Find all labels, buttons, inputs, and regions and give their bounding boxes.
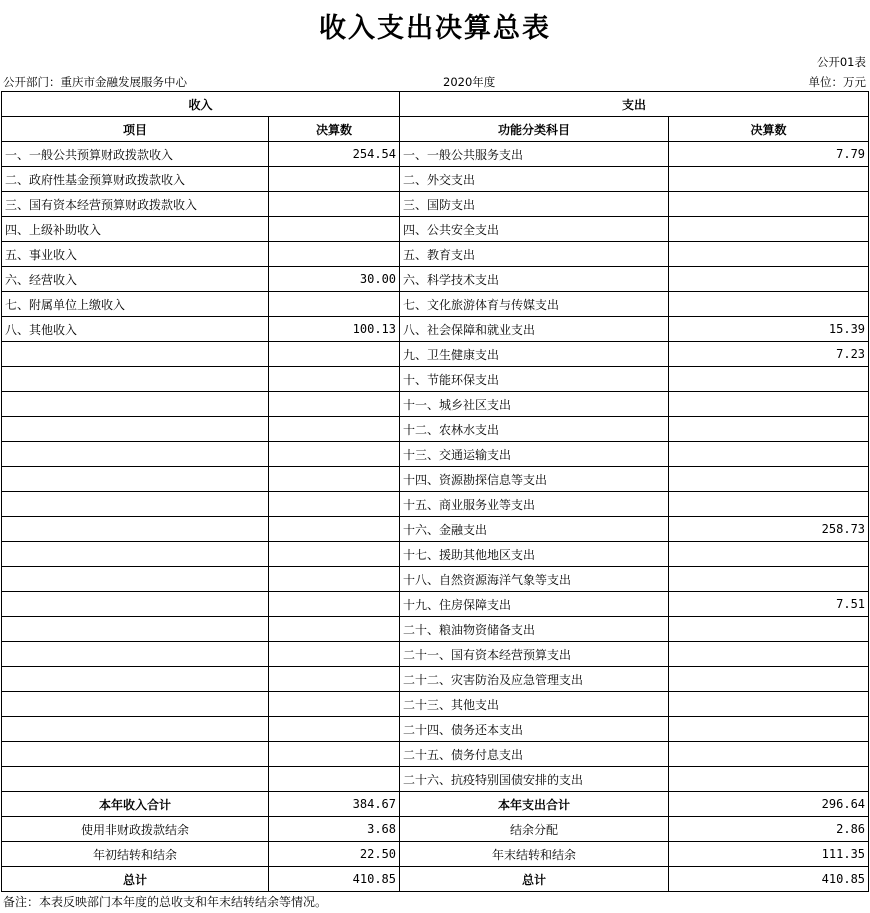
expense-item-cell: 四、公共安全支出	[400, 217, 669, 242]
expense-amount-cell	[669, 617, 869, 642]
income-amount-cell	[269, 542, 400, 567]
table-row	[2, 492, 869, 517]
expense-amount-cell: 15.39	[669, 317, 869, 342]
expense-amount-cell	[669, 267, 869, 292]
expense-item-cell: 十三、交通运输支出	[400, 442, 669, 467]
expense-item-cell: 二十一、国有资本经营预算支出	[400, 642, 669, 667]
income-item-cell: 六、经营收入	[2, 267, 269, 292]
expense-item-cell: 十七、援助其他地区支出	[400, 542, 669, 567]
table-row	[2, 617, 869, 642]
summary-row	[2, 817, 869, 842]
expense-amount-cell	[669, 767, 869, 792]
income-amount-cell	[269, 292, 400, 317]
expense-amount-cell: 7.23	[669, 342, 869, 367]
income-amount-cell	[269, 667, 400, 692]
expense-item-cell: 二十三、其他支出	[400, 692, 669, 717]
expense-item-cell: 二十五、债务付息支出	[400, 742, 669, 767]
expense-amount-cell	[669, 717, 869, 742]
expense-item-cell: 八、社会保障和就业支出	[400, 317, 669, 342]
expense-amount-cell	[669, 292, 869, 317]
expense-amount-cell	[669, 542, 869, 567]
table-row	[2, 517, 869, 542]
summary-income-label: 本年收入合计	[2, 792, 269, 817]
expense-item-cell: 二十六、抗疫特别国债安排的支出	[400, 767, 669, 792]
expense-item-cell: 十二、农林水支出	[400, 417, 669, 442]
expense-section-header: 支出	[400, 92, 869, 117]
expense-item-cell: 二十、粮油物资储备支出	[400, 617, 669, 642]
table-row	[2, 667, 869, 692]
table-row	[2, 317, 869, 342]
income-amount-cell	[269, 192, 400, 217]
summary-income-label: 年初结转和结余	[2, 842, 269, 867]
page-title: 收入支出决算总表	[319, 13, 551, 44]
summary-expense-amount: 410.85	[669, 867, 869, 892]
income-item-cell	[2, 592, 269, 617]
table-row	[2, 567, 869, 592]
table-row	[2, 717, 869, 742]
fiscal-year: 2020年度	[443, 75, 496, 89]
income-expense-table	[1, 91, 869, 892]
income-amount-cell: 30.00	[269, 267, 400, 292]
income-item-cell	[2, 667, 269, 692]
income-amount-cell	[269, 717, 400, 742]
summary-row	[2, 867, 869, 892]
expense-item-cell: 二十四、债务还本支出	[400, 717, 669, 742]
summary-expense-amount: 111.35	[669, 842, 869, 867]
income-item-cell: 三、国有资本经营预算财政拨款收入	[2, 192, 269, 217]
column-header-income-amount: 决算数	[269, 117, 400, 142]
table-row	[2, 292, 869, 317]
expense-item-cell: 二十二、灾害防治及应急管理支出	[400, 667, 669, 692]
expense-amount-cell	[669, 742, 869, 767]
expense-item-cell: 三、国防支出	[400, 192, 669, 217]
expense-amount-cell	[669, 492, 869, 517]
table-body	[2, 92, 869, 892]
column-header-expense-amount: 决算数	[669, 117, 869, 142]
income-item-cell	[2, 642, 269, 667]
expense-amount-cell	[669, 567, 869, 592]
form-number: 公开01表	[816, 55, 866, 69]
section-header-row	[2, 92, 869, 117]
income-amount-cell	[269, 567, 400, 592]
income-item-cell	[2, 417, 269, 442]
summary-income-amount: 22.50	[269, 842, 400, 867]
table-row	[2, 342, 869, 367]
income-item-cell	[2, 367, 269, 392]
summary-expense-label: 结余分配	[400, 817, 669, 842]
table-row	[2, 642, 869, 667]
income-amount-cell	[269, 692, 400, 717]
summary-row	[2, 842, 869, 867]
income-item-cell: 七、附属单位上缴收入	[2, 292, 269, 317]
expense-amount-cell	[669, 692, 869, 717]
income-amount-cell	[269, 367, 400, 392]
income-item-cell: 一、一般公共预算财政拨款收入	[2, 142, 269, 167]
table-row	[2, 167, 869, 192]
table-row	[2, 692, 869, 717]
income-amount-cell	[269, 492, 400, 517]
expense-item-cell: 十六、金融支出	[400, 517, 669, 542]
income-item-cell	[2, 517, 269, 542]
table-row	[2, 242, 869, 267]
income-amount-cell	[269, 242, 400, 267]
expense-amount-cell	[669, 167, 869, 192]
summary-income-label: 总计	[2, 867, 269, 892]
table-row	[2, 217, 869, 242]
income-item-cell	[2, 567, 269, 592]
expense-item-cell: 十五、商业服务业等支出	[400, 492, 669, 517]
expense-amount-cell	[669, 242, 869, 267]
income-amount-cell	[269, 167, 400, 192]
income-amount-cell	[269, 392, 400, 417]
income-item-cell: 二、政府性基金预算财政拨款收入	[2, 167, 269, 192]
expense-amount-cell	[669, 442, 869, 467]
summary-income-amount: 410.85	[269, 867, 400, 892]
table-row	[2, 742, 869, 767]
table-row	[2, 592, 869, 617]
income-item-cell	[2, 717, 269, 742]
income-amount-cell	[269, 417, 400, 442]
department-label: 公开部门：重庆市金融发展服务中心	[3, 75, 187, 89]
column-header-expense-item: 功能分类科目	[400, 117, 669, 142]
income-amount-cell	[269, 217, 400, 242]
footnote: 备注：本表反映部门本年度的总收支和年末结转结余等情况。	[3, 895, 328, 909]
expense-amount-cell	[669, 367, 869, 392]
income-section-header: 收入	[2, 92, 400, 117]
expense-amount-cell	[669, 642, 869, 667]
table-row	[2, 767, 869, 792]
income-item-cell	[2, 692, 269, 717]
income-item-cell	[2, 492, 269, 517]
income-amount-cell	[269, 467, 400, 492]
table-row	[2, 467, 869, 492]
income-item-cell: 五、事业收入	[2, 242, 269, 267]
table-row	[2, 367, 869, 392]
income-item-cell: 八、其他收入	[2, 317, 269, 342]
income-amount-cell	[269, 442, 400, 467]
unit-label: 单位：万元	[808, 75, 866, 89]
summary-income-amount: 3.68	[269, 817, 400, 842]
expense-item-cell: 一、一般公共服务支出	[400, 142, 669, 167]
income-amount-cell	[269, 767, 400, 792]
summary-expense-amount: 296.64	[669, 792, 869, 817]
expense-item-cell: 十八、自然资源海洋气象等支出	[400, 567, 669, 592]
income-amount-cell	[269, 742, 400, 767]
summary-expense-label: 总计	[400, 867, 669, 892]
column-header-row	[2, 117, 869, 142]
income-item-cell	[2, 442, 269, 467]
table-row	[2, 267, 869, 292]
table-row	[2, 192, 869, 217]
expense-item-cell: 十九、住房保障支出	[400, 592, 669, 617]
income-amount-cell	[269, 592, 400, 617]
income-amount-cell	[269, 342, 400, 367]
expense-item-cell: 七、文化旅游体育与传媒支出	[400, 292, 669, 317]
summary-income-amount: 384.67	[269, 792, 400, 817]
expense-item-cell: 五、教育支出	[400, 242, 669, 267]
table-row	[2, 392, 869, 417]
summary-expense-amount: 2.86	[669, 817, 869, 842]
income-amount-cell	[269, 642, 400, 667]
income-item-cell	[2, 342, 269, 367]
income-amount-cell: 254.54	[269, 142, 400, 167]
expense-amount-cell	[669, 192, 869, 217]
summary-row	[2, 792, 869, 817]
summary-income-label: 使用非财政拨款结余	[2, 817, 269, 842]
expense-amount-cell: 7.51	[669, 592, 869, 617]
expense-item-cell: 二、外交支出	[400, 167, 669, 192]
expense-amount-cell: 7.79	[669, 142, 869, 167]
income-item-cell	[2, 392, 269, 417]
expense-item-cell: 六、科学技术支出	[400, 267, 669, 292]
summary-expense-label: 本年支出合计	[400, 792, 669, 817]
expense-amount-cell	[669, 217, 869, 242]
income-item-cell: 四、上级补助收入	[2, 217, 269, 242]
expense-item-cell: 十四、资源勘探信息等支出	[400, 467, 669, 492]
income-item-cell	[2, 767, 269, 792]
income-item-cell	[2, 467, 269, 492]
expense-item-cell: 十一、城乡社区支出	[400, 392, 669, 417]
expense-amount-cell	[669, 467, 869, 492]
expense-amount-cell	[669, 417, 869, 442]
expense-item-cell: 九、卫生健康支出	[400, 342, 669, 367]
expense-amount-cell	[669, 392, 869, 417]
income-amount-cell: 100.13	[269, 317, 400, 342]
income-item-cell	[2, 617, 269, 642]
table-row	[2, 542, 869, 567]
income-item-cell	[2, 742, 269, 767]
expense-amount-cell	[669, 667, 869, 692]
summary-expense-label: 年末结转和结余	[400, 842, 669, 867]
table-row	[2, 442, 869, 467]
expense-amount-cell: 258.73	[669, 517, 869, 542]
income-amount-cell	[269, 617, 400, 642]
income-item-cell	[2, 542, 269, 567]
income-amount-cell	[269, 517, 400, 542]
table-row	[2, 417, 869, 442]
expense-item-cell: 十、节能环保支出	[400, 367, 669, 392]
column-header-income-item: 项目	[2, 117, 269, 142]
table-row	[2, 142, 869, 167]
